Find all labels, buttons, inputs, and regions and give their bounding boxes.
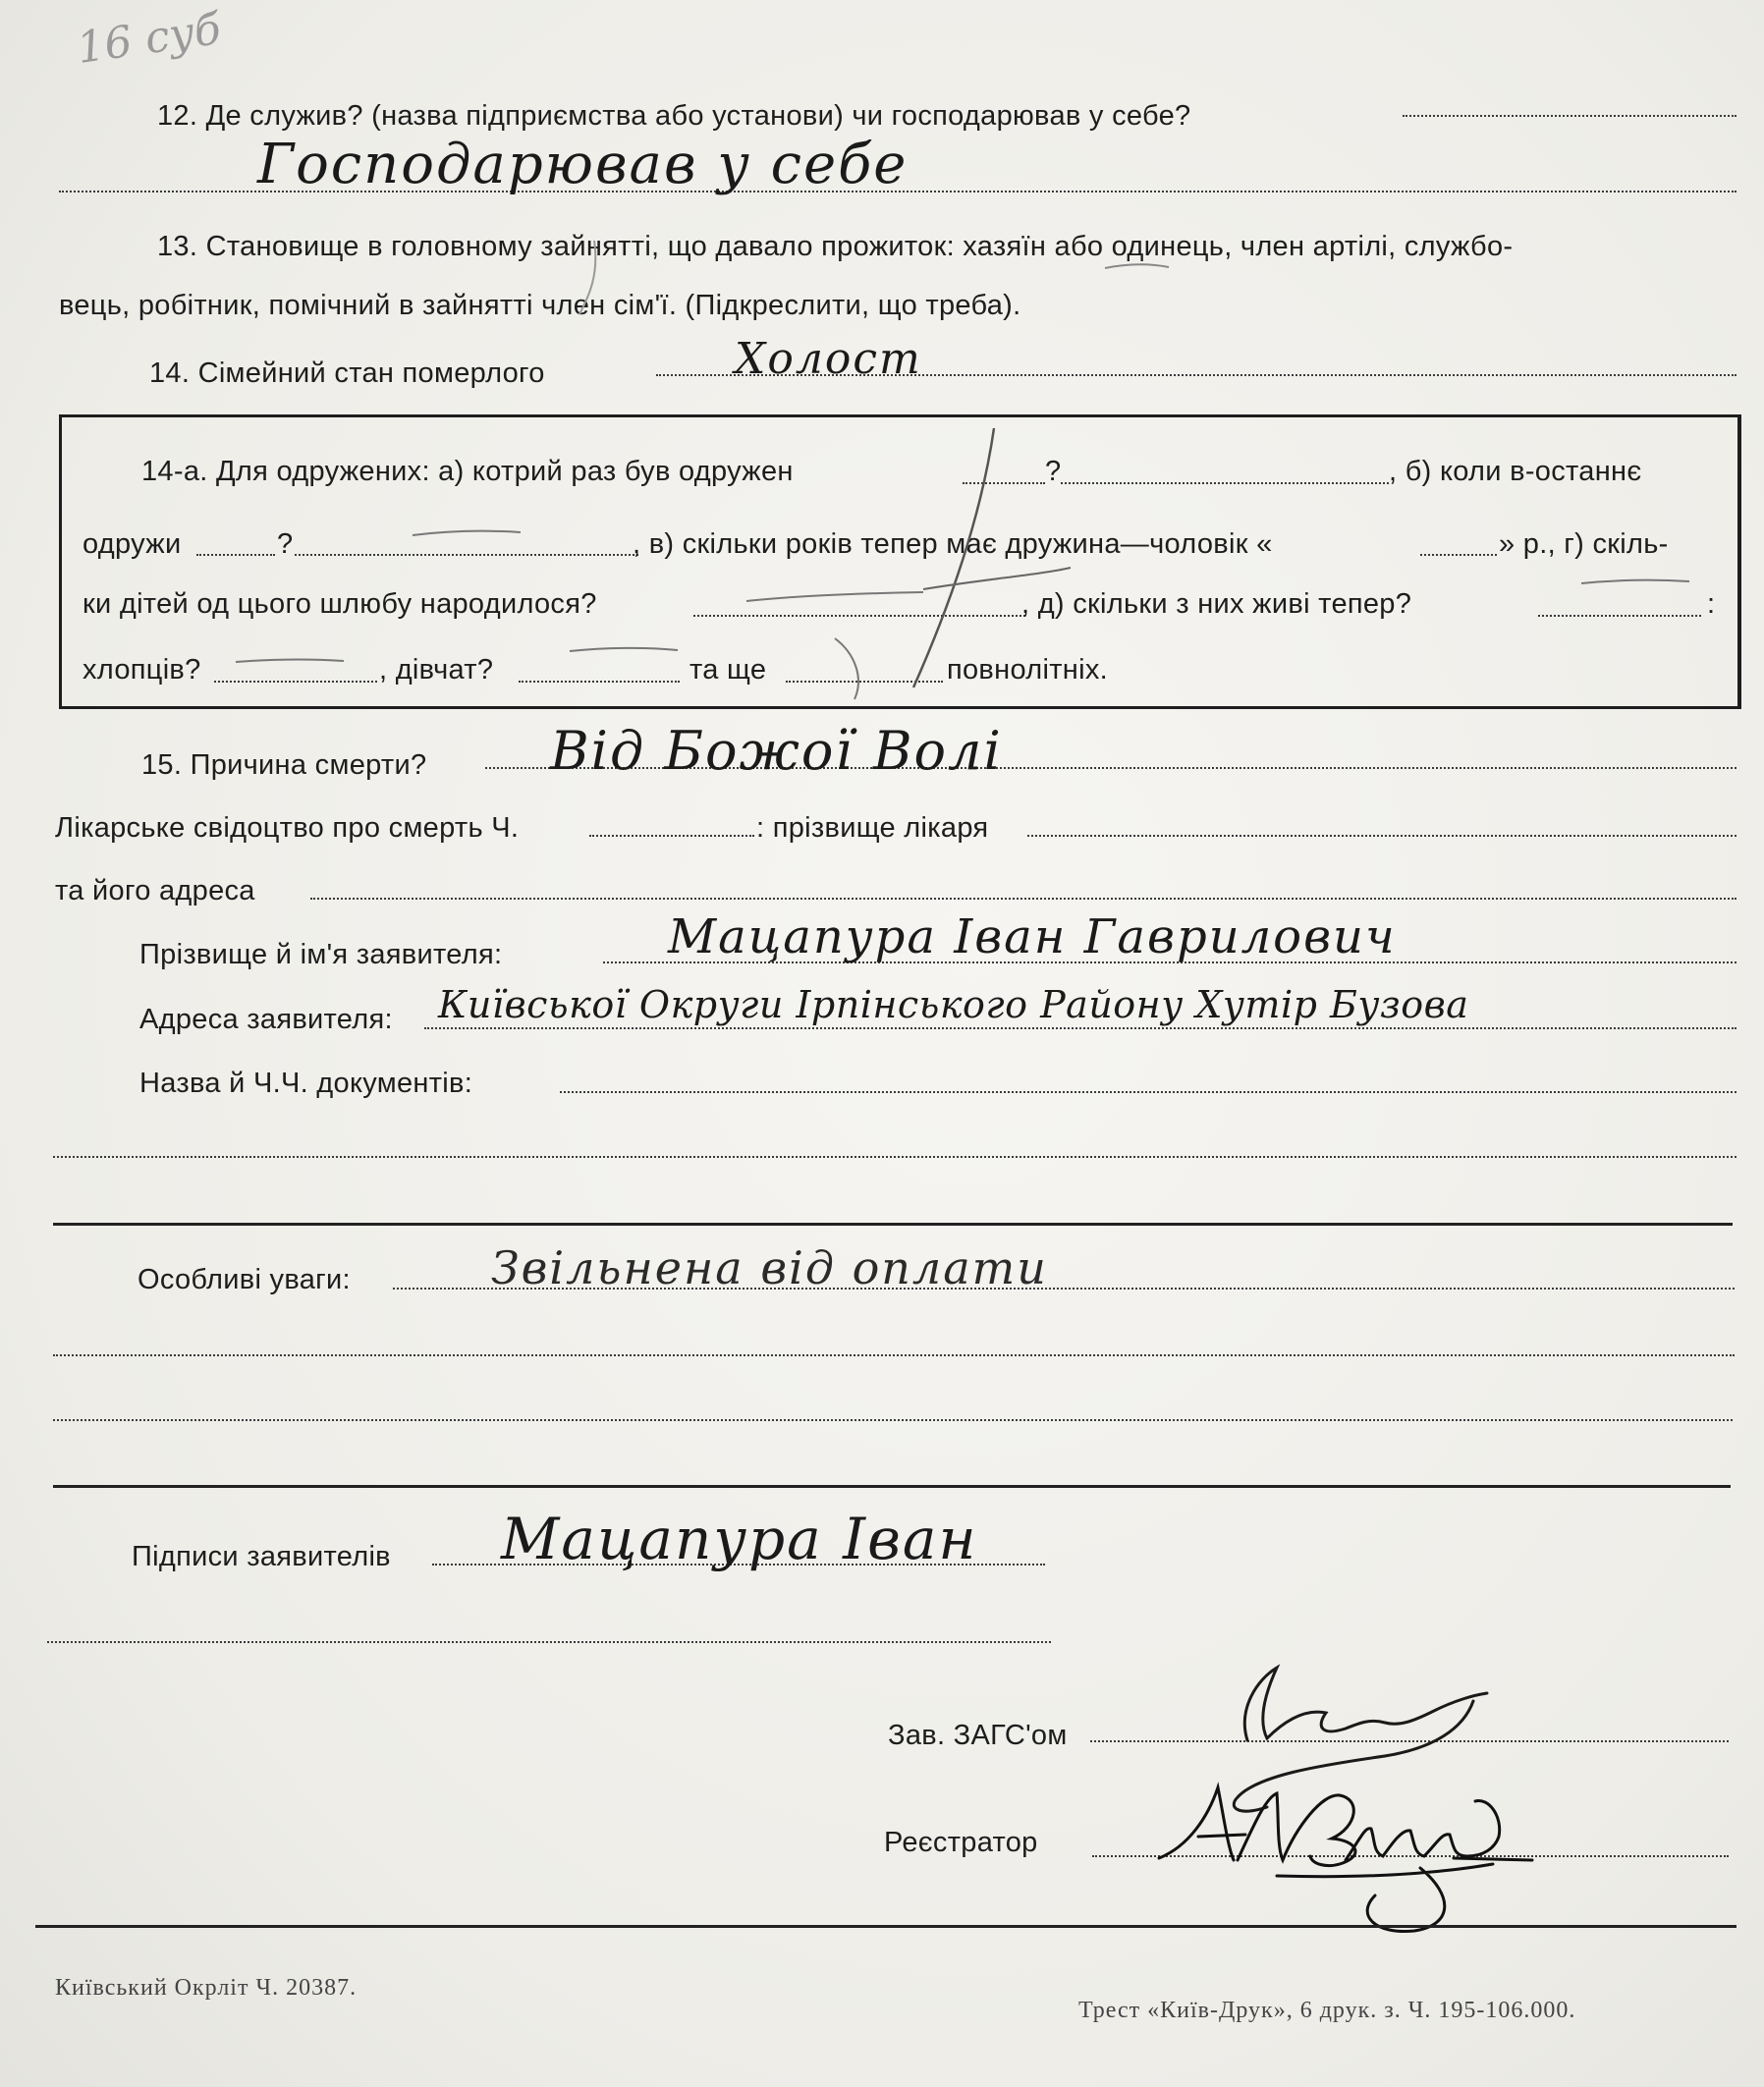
doctor-surname-line bbox=[1027, 835, 1736, 837]
q13-line1: 13. Становище в головному зайнятті, що давало прожиток: хазяїн або одинець, член артілі, службо- bbox=[157, 231, 1514, 262]
q14a-line3-b: , д) скільки з них живі тепер? bbox=[1021, 588, 1412, 620]
applicant-address-line bbox=[424, 1027, 1736, 1029]
q14a-line4-b: , дівчат? bbox=[379, 654, 494, 686]
registrar-label: Реєстратор bbox=[884, 1827, 1038, 1858]
medical-certificate-number-line bbox=[589, 835, 754, 837]
q14a-line3-c: : bbox=[1707, 588, 1716, 620]
section-divider-2 bbox=[53, 1485, 1731, 1488]
special-notes-line-b bbox=[53, 1354, 1735, 1356]
section-divider-1 bbox=[53, 1223, 1733, 1226]
special-notes-line-c bbox=[53, 1419, 1733, 1421]
q15-handwritten-answer: Від Божої Волі bbox=[550, 720, 1003, 782]
q14a-line3-a: ки дітей од цього шлюбу народилося? bbox=[83, 588, 597, 620]
q14a-line2-b: , в) скільки років тепер має дружина—чоловік « bbox=[633, 528, 1273, 560]
registrar-signature-mark bbox=[1130, 1758, 1581, 2013]
q12-handwritten-answer: Господарював у себе bbox=[257, 133, 909, 196]
doctor-address-label: та його адреса bbox=[55, 875, 255, 906]
footer-printer-right: Трест «Київ-Друк», 6 друк. з. Ч. 195-106.000. bbox=[1078, 1998, 1576, 2023]
doctor-surname-label: : прізвище лікаря bbox=[756, 812, 989, 844]
documents-line-b bbox=[53, 1156, 1736, 1158]
q14a-line4-a: хлопців? bbox=[83, 654, 201, 686]
applicant-address-handwritten: Київської Округи Ірпінського Району Хутір Бузова bbox=[438, 983, 1469, 1026]
applicant-signature-handwritten: Мацапура Іван bbox=[501, 1506, 978, 1572]
special-notes-handwritten: Звільнена від оплати bbox=[491, 1241, 1048, 1294]
doctor-address-line bbox=[310, 898, 1736, 900]
corner-pencil-note: 16 суб bbox=[74, 4, 224, 74]
footer-divider bbox=[35, 1925, 1736, 1928]
applicant-name-handwritten: Мацапура Іван Гаврилович bbox=[668, 909, 1397, 964]
q14a-line4-c: та ще bbox=[689, 654, 767, 686]
q14a-line4-d: повнолітніх. bbox=[947, 654, 1109, 686]
documents-label: Назва й Ч.Ч. документів: bbox=[139, 1068, 473, 1099]
special-notes-label: Особливі уваги: bbox=[138, 1264, 351, 1295]
medical-certificate-label: Лікарське свідоцтво про смерть Ч. bbox=[55, 812, 520, 844]
q12-label: 12. Де служив? (назва підприємства або установи) чи господарював у себе? bbox=[157, 100, 1191, 132]
q14a-line2-c: » р., г) скіль- bbox=[1499, 528, 1669, 560]
footer-printer-left: Київський Окрліт Ч. 20387. bbox=[55, 1975, 358, 2001]
applicant-name-label: Прізвище й ім'я заявителя: bbox=[139, 939, 503, 970]
q13-line2: вець, робітник, помічний в зайнятті член сім'ї. (Підкреслити, що треба). bbox=[59, 290, 1021, 321]
q14a-line1-a: 14-а. Для одружених: а) котрий раз був одружен bbox=[141, 456, 794, 487]
applicant-signatures-label: Підписи заявителів bbox=[132, 1541, 391, 1572]
q14a-line1-q: ? bbox=[1045, 456, 1062, 487]
applicant-signatures-line-b bbox=[47, 1641, 1051, 1643]
applicant-address-label: Адреса заявителя: bbox=[139, 1004, 393, 1035]
zags-head-label: Зав. ЗАГС'ом bbox=[888, 1720, 1068, 1751]
q14a-line2-q: ? bbox=[277, 528, 294, 560]
q15-label: 15. Причина смерти? bbox=[141, 749, 427, 781]
q14-handwritten-answer: Холост bbox=[735, 334, 922, 384]
q14-label: 14. Сімейний стан померлого bbox=[149, 357, 545, 389]
q14a-line1-b: , б) коли в-останнє bbox=[1389, 456, 1642, 487]
documents-line-a bbox=[560, 1091, 1736, 1093]
q14a-line2-a: одружи bbox=[83, 528, 182, 560]
